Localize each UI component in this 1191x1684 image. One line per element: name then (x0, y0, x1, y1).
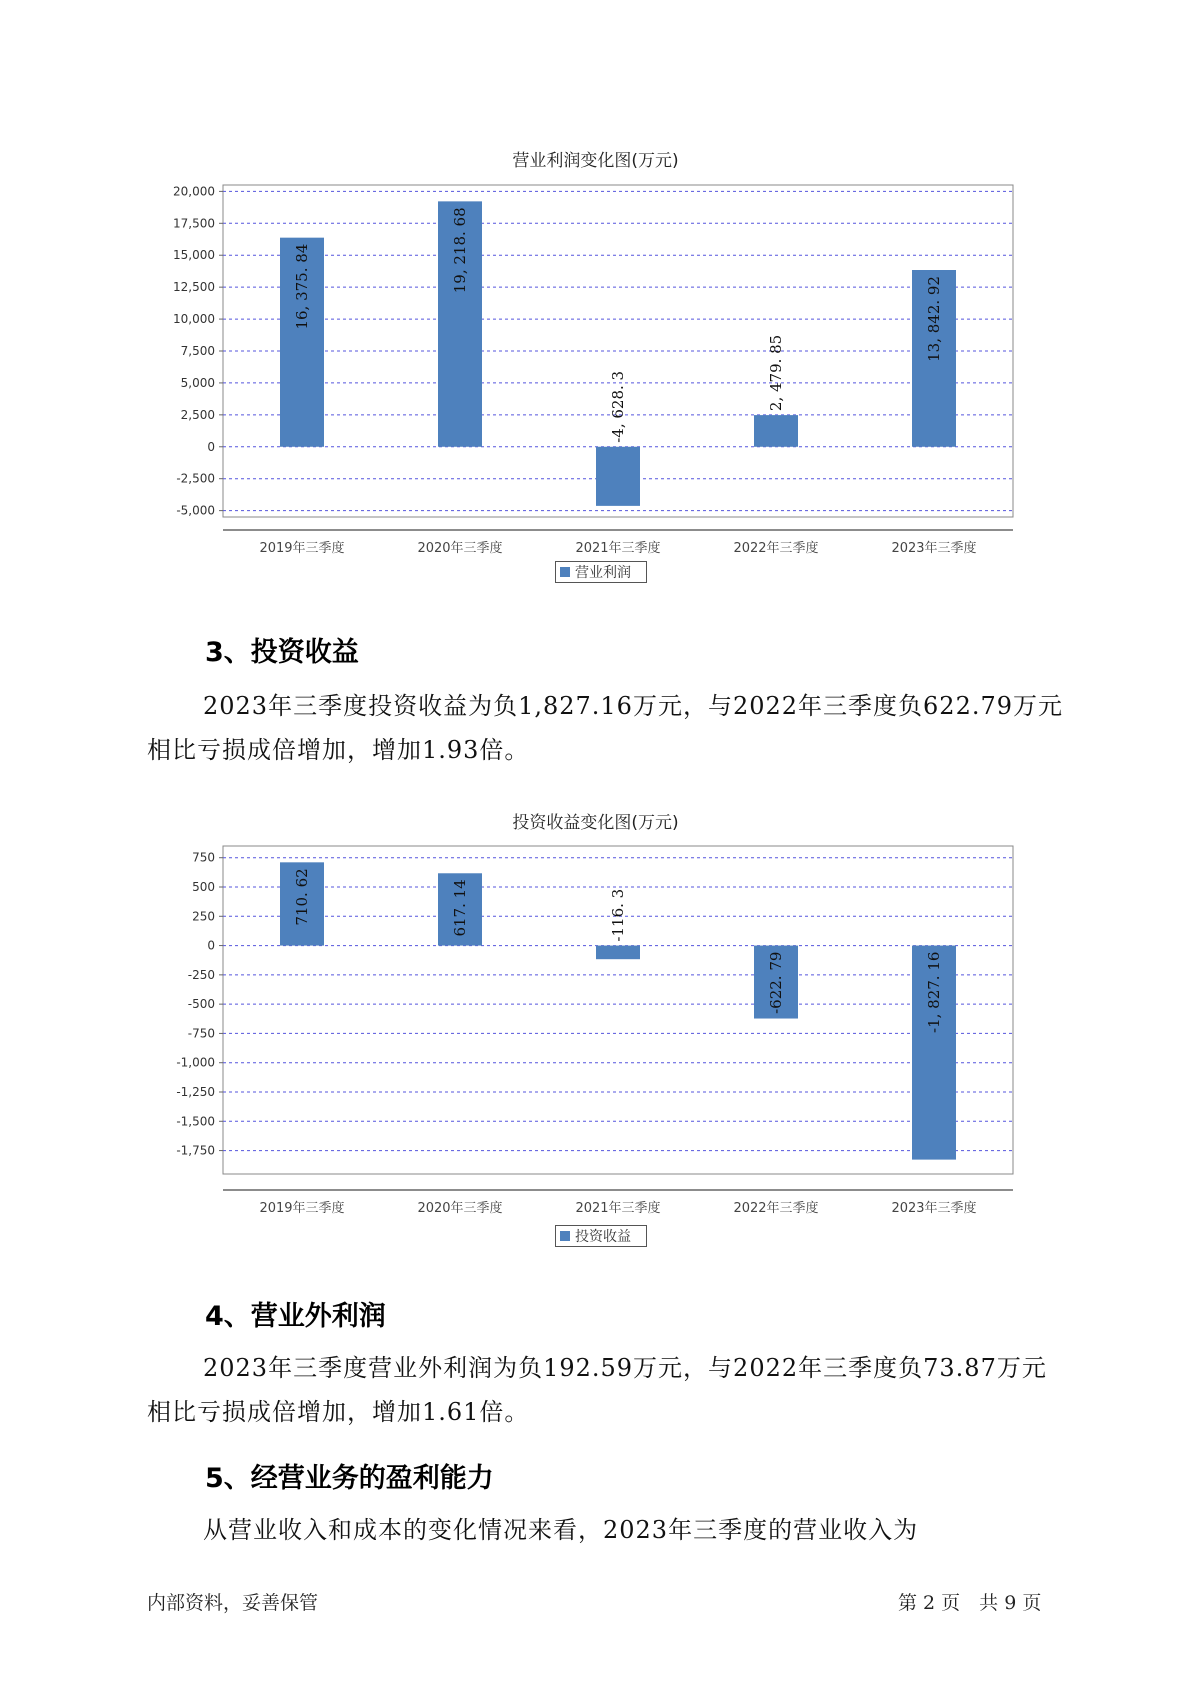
x-tick-label: 2022年三季度 (733, 1201, 819, 1216)
y-tick-label: 750 (192, 850, 215, 865)
footer-confidential: 内部资料，妥善保管 (147, 1592, 319, 1614)
y-tick-label: -1,250 (176, 1085, 215, 1099)
footer-page-number: 第 2 页 共 9 页 (898, 1592, 1042, 1614)
bar-value-label: 13, 842. 92 (925, 276, 943, 362)
section-heading: 5、经营业务的盈利能力 (205, 1463, 494, 1494)
legend-label: 营业利润 (575, 565, 631, 581)
y-tick-label: -2,500 (176, 471, 215, 486)
legend-swatch (560, 1231, 570, 1241)
x-tick-label: 2020年三季度 (417, 541, 503, 556)
chart-title: 营业利润变化图(万元) (512, 151, 679, 171)
y-tick-label: 0 (207, 439, 215, 454)
bar-value-label: 16, 375. 84 (293, 243, 311, 330)
x-tick-label: 2023年三季度 (891, 1201, 977, 1216)
x-tick-label: 2023年三季度 (891, 541, 977, 556)
y-tick-label: 12,500 (173, 280, 215, 295)
paragraph: 从营业收入和成本的变化情况来看，2023年三季度的营业收入为 (203, 1516, 919, 1544)
chart-title: 投资收益变化图(万元) (512, 813, 679, 833)
bar-value-label: 617. 14 (451, 879, 469, 937)
bar-value-label: 19, 218. 68 (451, 207, 469, 294)
paragraph: 2023年三季度营业外利润为负192.59万元，与2022年三季度负73.87万元相比亏损成倍增加，增加1.61倍。 (147, 1354, 1047, 1426)
y-tick-label: -1,000 (176, 1055, 215, 1070)
x-tick-label: 2022年三季度 (733, 541, 819, 556)
bar (596, 946, 640, 960)
y-tick-label: -500 (187, 997, 215, 1012)
paragraph: 2023年三季度投资收益为负1,827.16万元，与2022年三季度负622.79万元相比亏损成倍增加，增加1.93倍。 (147, 692, 1064, 764)
y-tick-label: -1,750 (176, 1143, 215, 1158)
y-tick-label: 0 (207, 938, 215, 953)
y-tick-label: 5,000 (180, 375, 215, 390)
y-tick-label: 10,000 (173, 312, 215, 327)
y-tick-label: 17,500 (173, 216, 215, 231)
y-tick-label: 2,500 (180, 407, 215, 422)
y-tick-label: -1,500 (176, 1114, 215, 1129)
x-tick-label: 2019年三季度 (259, 541, 345, 556)
chart-legend (555, 1225, 647, 1247)
bar-value-label: -1, 827. 16 (925, 951, 943, 1033)
bar-value-label: -4, 628. 3 (609, 370, 627, 443)
y-tick-label: 15,000 (173, 248, 215, 263)
y-tick-label: 250 (192, 909, 215, 924)
y-tick-label: 20,000 (173, 184, 215, 199)
x-tick-label: 2021年三季度 (575, 541, 661, 556)
y-tick-label: -250 (187, 967, 215, 982)
bar-value-label: 2, 479. 85 (767, 334, 785, 412)
bar-value-label: 710. 62 (293, 868, 311, 926)
y-tick-label: -750 (187, 1026, 215, 1041)
y-tick-label: 500 (192, 880, 215, 894)
section-heading: 4、营业外利润 (205, 1301, 386, 1332)
section-heading: 3、投资收益 (205, 637, 359, 668)
x-tick-label: 2020年三季度 (417, 1201, 503, 1216)
bar-value-label: -116. 3 (609, 888, 627, 942)
y-tick-label: -5,000 (176, 503, 215, 518)
legend-label: 投资收益 (575, 1229, 631, 1245)
y-tick-label: 7,500 (180, 344, 215, 358)
bar-value-label: -622. 79 (767, 951, 785, 1014)
x-tick-label: 2021年三季度 (575, 1201, 661, 1216)
x-tick-label: 2019年三季度 (259, 1201, 345, 1216)
